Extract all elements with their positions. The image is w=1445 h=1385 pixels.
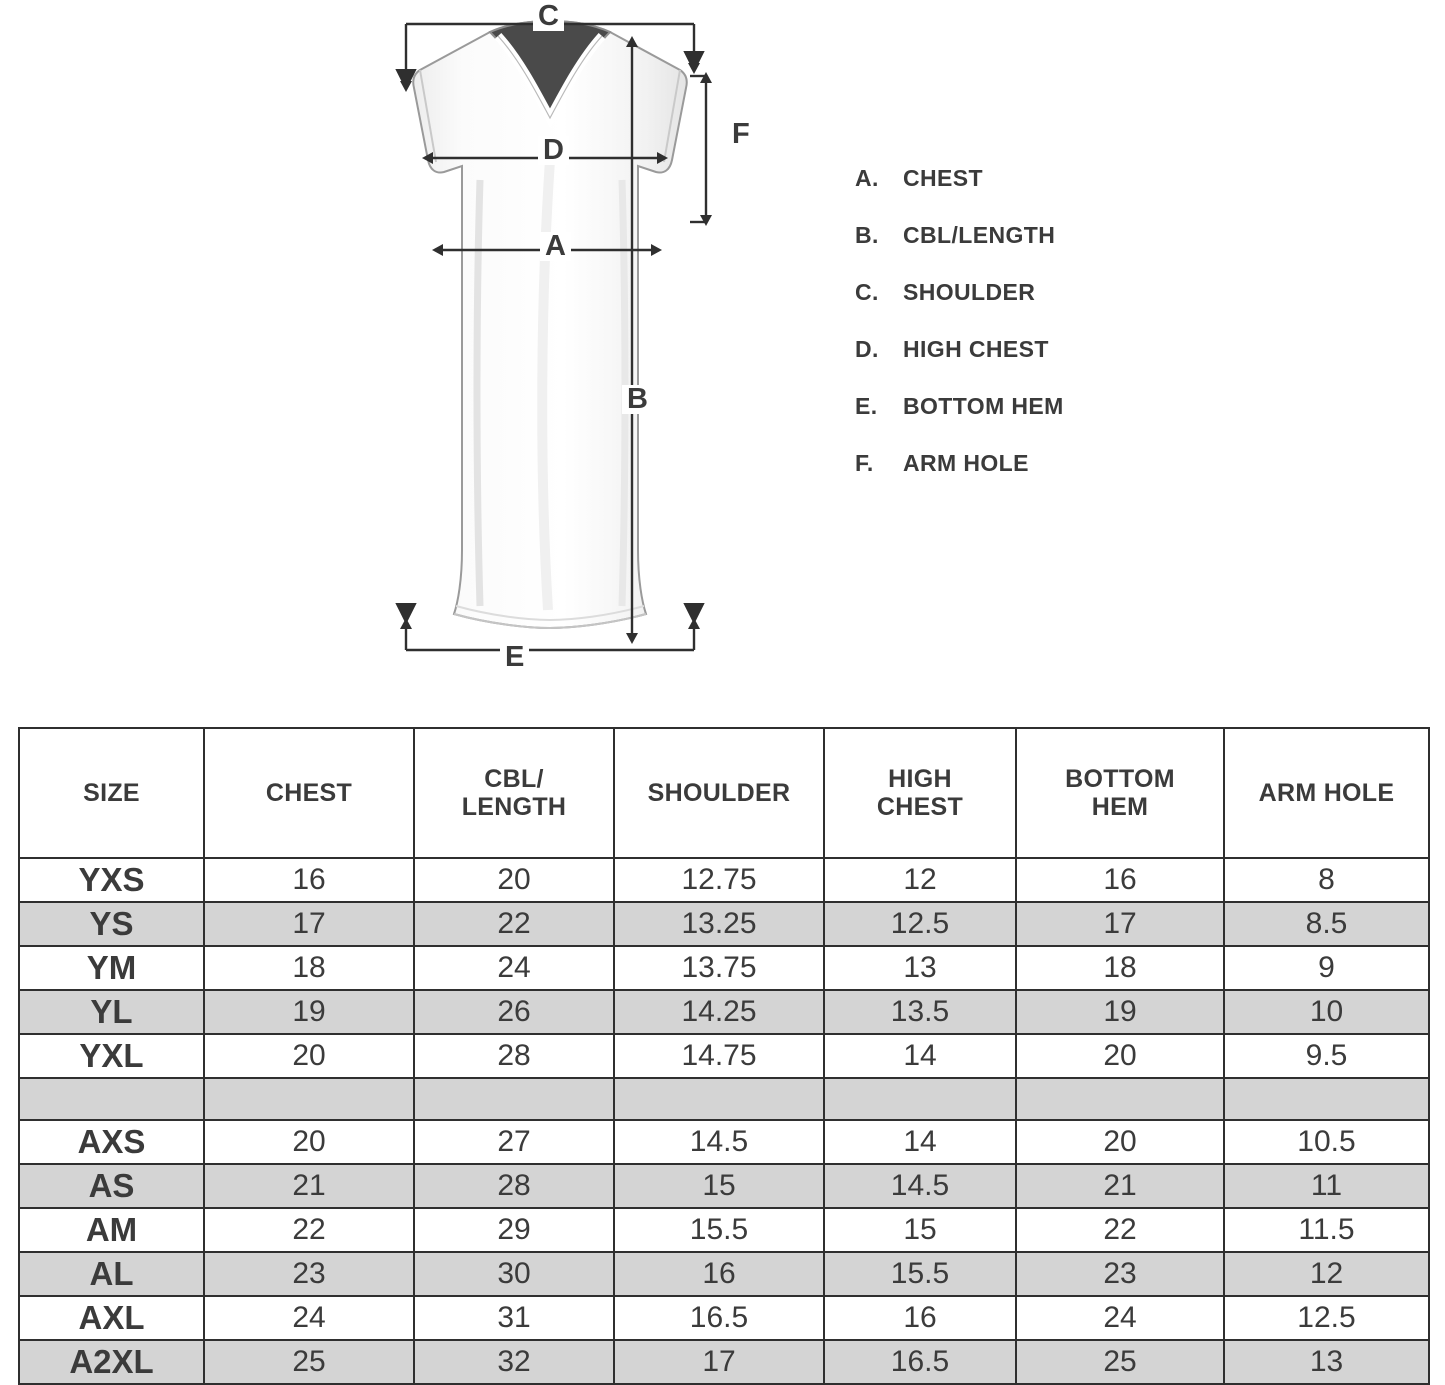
table-spacer-cell [414, 1078, 614, 1120]
cell-arm_hole: 9 [1224, 946, 1429, 990]
table-spacer-cell [1016, 1078, 1224, 1120]
cell-high_chest: 12 [824, 858, 1016, 902]
cell-chest: 25 [204, 1340, 414, 1384]
cell-high_chest: 12.5 [824, 902, 1016, 946]
legend-item-cbl-length [855, 222, 1355, 249]
table-spacer-cell [824, 1078, 1016, 1120]
cell-size: YL [19, 990, 204, 1034]
cell-high_chest: 14 [824, 1034, 1016, 1078]
cell-shoulder: 13.75 [614, 946, 824, 990]
table-spacer-cell [204, 1078, 414, 1120]
cell-arm_hole: 8.5 [1224, 902, 1429, 946]
cell-bottom_hem: 18 [1016, 946, 1224, 990]
table-row [19, 1340, 1429, 1384]
cell-cbl: 32 [414, 1340, 614, 1384]
size-chart [18, 727, 1428, 1385]
cell-high_chest: 16 [824, 1296, 1016, 1340]
cell-shoulder: 12.75 [614, 858, 824, 902]
header-shoulder: SHOULDER [614, 728, 824, 858]
cell-size: AXS [19, 1120, 204, 1164]
cell-bottom_hem: 21 [1016, 1164, 1224, 1208]
jersey-illustration [380, 10, 720, 670]
cell-high_chest: 13 [824, 946, 1016, 990]
cell-high_chest: 16.5 [824, 1340, 1016, 1384]
header-cbl-line2: LENGTH [461, 793, 567, 821]
cell-arm_hole: 11.5 [1224, 1208, 1429, 1252]
size-table [18, 727, 1430, 1385]
table-spacer-cell [19, 1078, 204, 1120]
legend-label-f: ARM HOLE [903, 450, 1029, 476]
table-row [19, 1164, 1429, 1208]
header-high-chest-line1: HIGH [888, 765, 952, 793]
header-cbl-length [414, 728, 614, 858]
cell-chest: 17 [204, 902, 414, 946]
header-high-chest-line2: CHEST [876, 793, 964, 821]
header-size: SIZE [19, 728, 204, 858]
table-row [19, 990, 1429, 1034]
cell-size: YXL [19, 1034, 204, 1078]
cell-size: AL [19, 1252, 204, 1296]
cell-bottom_hem: 25 [1016, 1340, 1224, 1384]
cell-chest: 21 [204, 1164, 414, 1208]
legend-label-b: CBL/LENGTH [903, 222, 1056, 248]
cell-arm_hole: 8 [1224, 858, 1429, 902]
table-spacer-cell [614, 1078, 824, 1120]
cell-shoulder: 16 [614, 1252, 824, 1296]
cell-bottom_hem: 20 [1016, 1120, 1224, 1164]
cell-cbl: 26 [414, 990, 614, 1034]
cell-size: YXS [19, 858, 204, 902]
cell-arm_hole: 12.5 [1224, 1296, 1429, 1340]
table-spacer-row [19, 1078, 1429, 1120]
legend-key-a: A. [855, 165, 879, 191]
dimension-letter-a: A [540, 232, 571, 261]
table-row [19, 1296, 1429, 1340]
cell-bottom_hem: 23 [1016, 1252, 1224, 1296]
table-header-row [19, 728, 1429, 858]
cell-chest: 22 [204, 1208, 414, 1252]
cell-shoulder: 15.5 [614, 1208, 824, 1252]
cell-chest: 18 [204, 946, 414, 990]
cell-arm_hole: 9.5 [1224, 1034, 1429, 1078]
cell-cbl: 20 [414, 858, 614, 902]
cell-cbl: 28 [414, 1034, 614, 1078]
cell-size: YM [19, 946, 204, 990]
cell-bottom_hem: 22 [1016, 1208, 1224, 1252]
cell-high_chest: 14 [824, 1120, 1016, 1164]
garment-outline [413, 21, 687, 628]
legend-label-a: CHEST [903, 165, 983, 191]
cell-shoulder: 14.75 [614, 1034, 824, 1078]
legend-label-d: HIGH CHEST [903, 336, 1049, 362]
table-row [19, 902, 1429, 946]
legend-item-chest [855, 165, 1355, 192]
cell-shoulder: 14.25 [614, 990, 824, 1034]
header-arm-hole: ARM HOLE [1224, 728, 1429, 858]
cell-high_chest: 13.5 [824, 990, 1016, 1034]
table-row [19, 1252, 1429, 1296]
legend-item-arm-hole [855, 450, 1355, 477]
legend-label-e: BOTTOM HEM [903, 393, 1064, 419]
cell-bottom_hem: 24 [1016, 1296, 1224, 1340]
cell-shoulder: 13.25 [614, 902, 824, 946]
table-row [19, 1034, 1429, 1078]
cell-bottom_hem: 17 [1016, 902, 1224, 946]
cell-chest: 16 [204, 858, 414, 902]
cell-shoulder: 15 [614, 1164, 824, 1208]
table-row [19, 946, 1429, 990]
cell-bottom_hem: 20 [1016, 1034, 1224, 1078]
cell-size: AM [19, 1208, 204, 1252]
header-bottom-hem-line1: BOTTOM [1065, 765, 1175, 793]
table-row [19, 858, 1429, 902]
cell-arm_hole: 10 [1224, 990, 1429, 1034]
cell-arm_hole: 11 [1224, 1164, 1429, 1208]
header-chest: CHEST [204, 728, 414, 858]
table-body [19, 858, 1429, 1384]
dimension-letter-d: D [538, 136, 569, 165]
legend-item-bottom-hem [855, 393, 1355, 420]
legend-key-c: C. [855, 279, 879, 305]
cell-size: A2XL [19, 1340, 204, 1384]
cell-high_chest: 14.5 [824, 1164, 1016, 1208]
dimension-letter-f: F [727, 120, 755, 149]
legend-key-e: E. [855, 393, 878, 419]
cell-bottom_hem: 19 [1016, 990, 1224, 1034]
cell-cbl: 29 [414, 1208, 614, 1252]
cell-chest: 23 [204, 1252, 414, 1296]
table-row [19, 1120, 1429, 1164]
cell-chest: 24 [204, 1296, 414, 1340]
legend-key-f: F. [855, 450, 874, 476]
header-cbl-line1: CBL/ [484, 765, 544, 793]
measurement-legend [855, 165, 1355, 507]
cell-shoulder: 17 [614, 1340, 824, 1384]
cell-high_chest: 15 [824, 1208, 1016, 1252]
cell-arm_hole: 13 [1224, 1340, 1429, 1384]
cell-size: YS [19, 902, 204, 946]
cell-high_chest: 15.5 [824, 1252, 1016, 1296]
header-high-chest [824, 728, 1016, 858]
header-bottom-hem-line2: HEM [1091, 793, 1149, 821]
legend-key-d: D. [855, 336, 879, 362]
cell-chest: 20 [204, 1120, 414, 1164]
cell-chest: 20 [204, 1034, 414, 1078]
table-row [19, 1208, 1429, 1252]
cell-bottom_hem: 16 [1016, 858, 1224, 902]
header-bottom-hem [1016, 728, 1224, 858]
cell-size: AS [19, 1164, 204, 1208]
cell-cbl: 22 [414, 902, 614, 946]
cell-arm_hole: 12 [1224, 1252, 1429, 1296]
table-spacer-cell [1224, 1078, 1429, 1120]
cell-cbl: 24 [414, 946, 614, 990]
cell-chest: 19 [204, 990, 414, 1034]
cell-cbl: 27 [414, 1120, 614, 1164]
dimension-letter-e: E [500, 643, 529, 672]
legend-item-high-chest [855, 336, 1355, 363]
cell-shoulder: 14.5 [614, 1120, 824, 1164]
cell-size: AXL [19, 1296, 204, 1340]
legend-key-b: B. [855, 222, 879, 248]
cell-shoulder: 16.5 [614, 1296, 824, 1340]
cell-cbl: 30 [414, 1252, 614, 1296]
cell-cbl: 31 [414, 1296, 614, 1340]
cell-arm_hole: 10.5 [1224, 1120, 1429, 1164]
legend-label-c: SHOULDER [903, 279, 1036, 305]
cell-cbl: 28 [414, 1164, 614, 1208]
dimension-letter-b: B [622, 385, 653, 414]
dimension-letter-c: C [533, 2, 564, 31]
legend-item-shoulder [855, 279, 1355, 306]
